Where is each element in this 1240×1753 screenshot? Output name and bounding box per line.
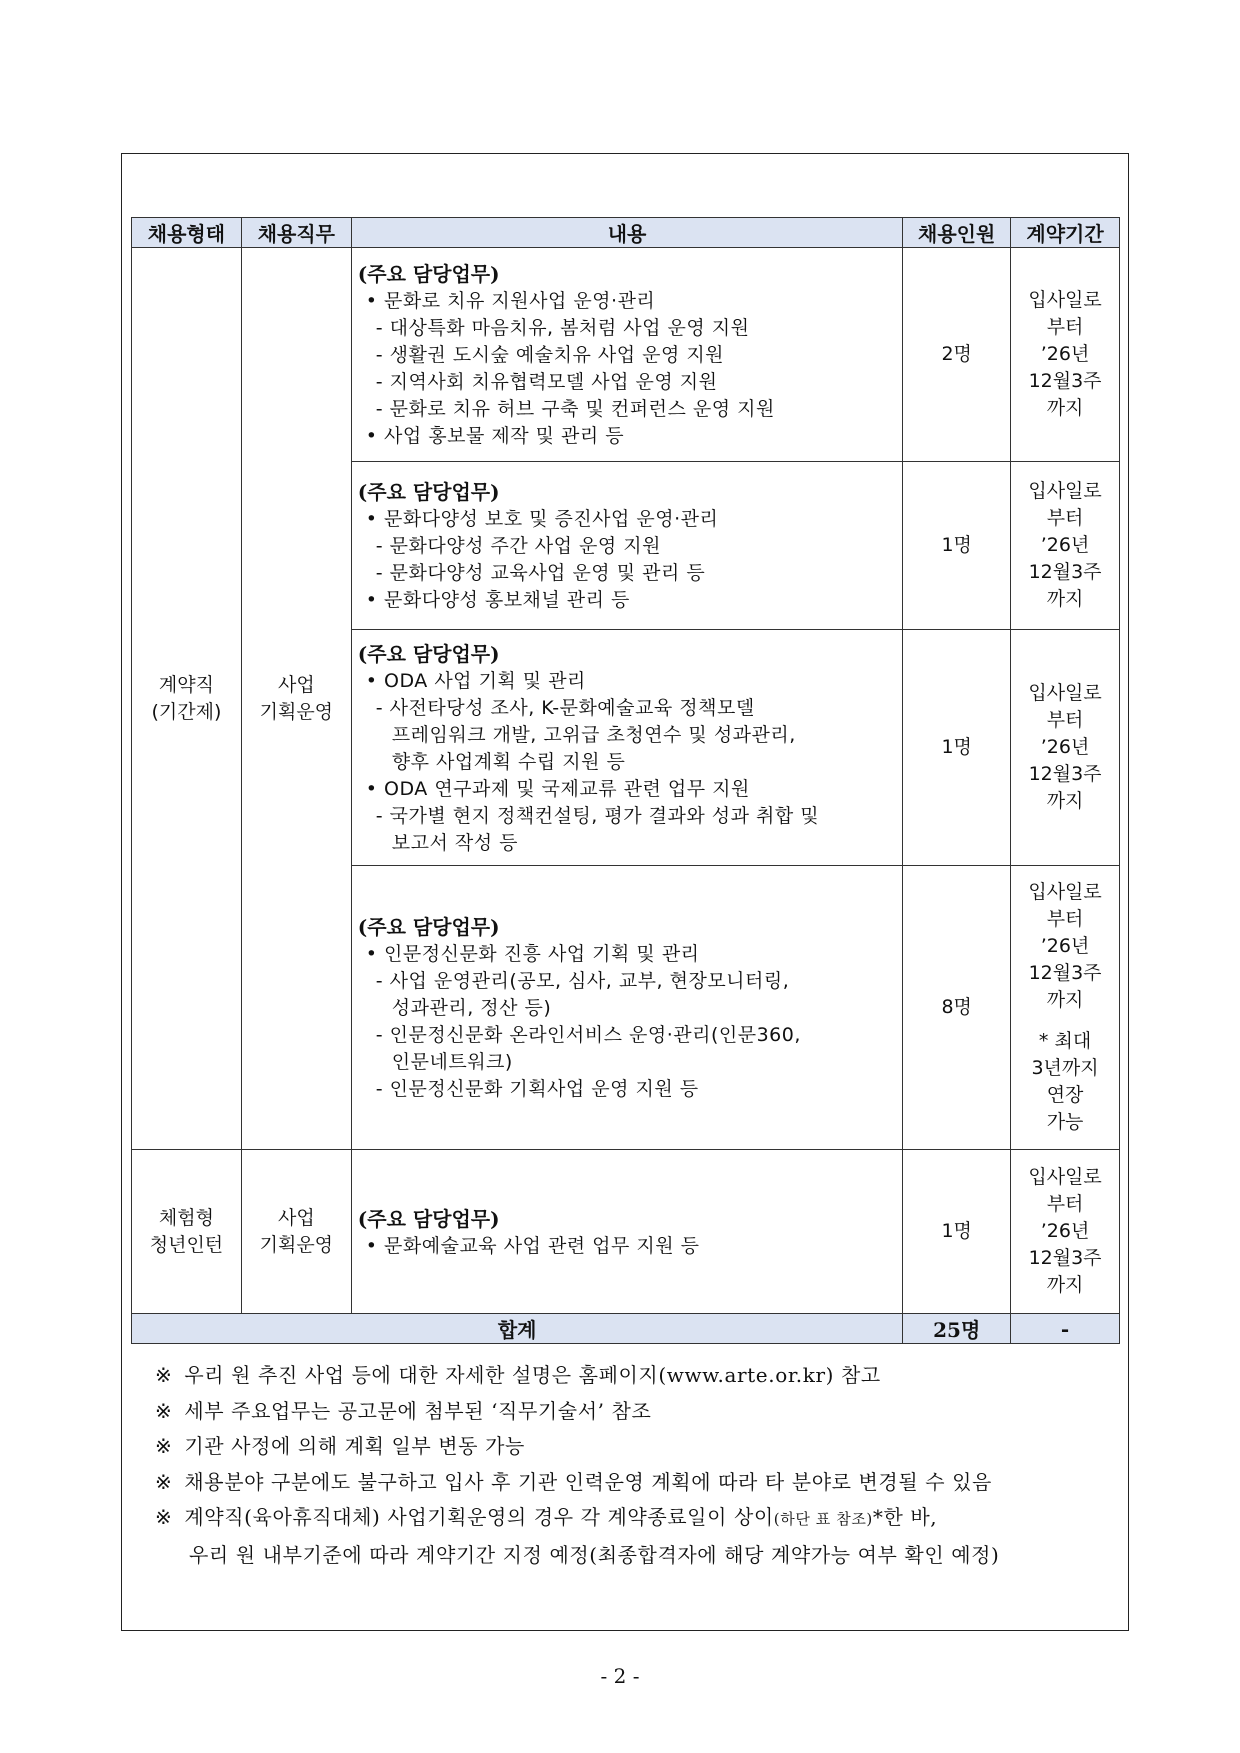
header-content: 내용 — [351, 218, 902, 248]
duty-line: • 인문정신문화 진흥 사업 기획 및 관리 — [365, 943, 700, 965]
duty-line: - 생활권 도시숲 예술치유 사업 운영 지원 — [375, 344, 725, 366]
header-period: 계약기간 — [1011, 218, 1120, 248]
note-text: *한 바, — [872, 1505, 938, 1529]
total-row — [132, 1314, 1120, 1344]
contract-period — [1011, 248, 1120, 462]
duty-line: - 대상특화 마음치유, 봄처럼 사업 운영 지원 — [375, 317, 750, 339]
duty-line: 보고서 작성 등 — [391, 831, 518, 854]
job-line: 기획운영 — [259, 1233, 334, 1256]
duty-line: 성과관리, 정산 등) — [391, 997, 552, 1019]
duty-line: - 인문정신문화 기획사업 운영 지원 등 — [375, 1078, 699, 1100]
period-line: ’26년 — [1040, 343, 1090, 365]
headcount: 1명 — [903, 630, 1011, 866]
note-item — [155, 1465, 999, 1501]
job-cell — [241, 248, 351, 1150]
period-line: 까지 — [1046, 1274, 1084, 1296]
period-line: 입사일로 — [1028, 682, 1102, 704]
duty-line: • 문화로 치유 지원사업 운영·관리 — [365, 290, 656, 312]
header-type: 채용형태 — [132, 218, 242, 248]
period-line: 12월3주 — [1028, 561, 1102, 583]
duty-line: - 문화다양성 주간 사업 운영 지원 — [375, 535, 661, 557]
duty-title: (주요 담당업무) — [357, 641, 500, 666]
period-line: 입사일로 — [1028, 881, 1102, 903]
period-line: 부터 — [1046, 1193, 1084, 1215]
period-line: 까지 — [1046, 989, 1084, 1011]
reference-mark: ※ — [155, 1363, 173, 1387]
period-line: 부터 — [1046, 709, 1084, 731]
period-line: 12월3주 — [1028, 1247, 1102, 1269]
type-line: 청년인턴 — [149, 1233, 224, 1256]
duty-line: - 문화다양성 교육사업 운영 및 관리 등 — [375, 562, 706, 584]
period-line: 입사일로 — [1028, 289, 1102, 311]
job-cell — [241, 1150, 351, 1314]
duty-title: (주요 담당업무) — [357, 915, 500, 939]
reference-mark: ※ — [155, 1469, 173, 1494]
duty-content — [351, 1150, 902, 1314]
period-line: 부터 — [1046, 316, 1084, 338]
type-line: 계약직 — [158, 673, 214, 696]
duty-line: • ODA 사업 기획 및 관리 — [365, 669, 586, 692]
period-line: ’26년 — [1040, 736, 1090, 758]
period-note-line: * 최대 — [1038, 1030, 1092, 1052]
period-line: 12월3주 — [1028, 763, 1102, 785]
header-job: 채용직무 — [241, 218, 351, 248]
total-label: 합계 — [132, 1314, 903, 1344]
note-item — [155, 1394, 999, 1430]
duty-line: - 사업 운영관리(공모, 심사, 교부, 현장모니터링, — [375, 970, 790, 992]
duty-line: • 문화다양성 보호 및 증진사업 운영·관리 — [365, 508, 719, 530]
notes-section — [155, 1358, 999, 1573]
duty-line: • 문화예술교육 사업 관련 업무 지원 등 — [365, 1234, 700, 1257]
duty-line: • ODA 연구과제 및 국제교류 관련 업무 지원 — [365, 777, 750, 800]
period-line: 까지 — [1046, 790, 1084, 812]
duty-line: - 문화로 치유 허브 구축 및 컨퍼런스 운영 지원 — [375, 398, 775, 420]
table-row — [132, 1150, 1120, 1314]
job-line: 사업 — [277, 1206, 315, 1229]
contract-period — [1011, 630, 1120, 866]
type-line: (기간제) — [151, 700, 222, 723]
duty-content — [351, 866, 902, 1150]
duty-title: (주요 담당업무) — [357, 1206, 500, 1231]
period-line: ’26년 — [1040, 534, 1090, 556]
note-item — [155, 1500, 999, 1538]
page-number: - 2 - — [600, 1664, 640, 1688]
duty-title: (주요 담당업무) — [357, 262, 500, 286]
header-count: 채용인원 — [903, 218, 1011, 248]
table-header-row — [132, 218, 1120, 248]
note-item — [155, 1429, 999, 1465]
period-line: 입사일로 — [1028, 480, 1102, 502]
type-line: 체험형 — [158, 1206, 214, 1229]
reference-mark: ※ — [155, 1434, 173, 1458]
period-line: 까지 — [1046, 588, 1084, 610]
period-line: 부터 — [1046, 507, 1084, 529]
headcount: 8명 — [903, 866, 1011, 1150]
duty-title: (주요 담당업무) — [357, 480, 500, 504]
note-text: 세부 주요업무는 공고문에 첨부된 ‘직무기술서’ 참조 — [184, 1398, 652, 1423]
note-text: 채용분야 구분에도 불구하고 입사 후 기관 인력운영 계획에 따라 타 분야로 변경될 수 있음 — [184, 1469, 992, 1494]
contract-period — [1011, 866, 1120, 1150]
headcount: 2명 — [903, 248, 1011, 462]
total-count: 25명 — [903, 1314, 1011, 1344]
note-item-continued: 우리 원 내부기준에 따라 계약기간 지정 예정(최종합격자에 해당 계약가능 여부 확인 예정) — [189, 1542, 1000, 1567]
period-note-line: 연장 — [1046, 1084, 1084, 1106]
reference-mark: ※ — [155, 1398, 173, 1423]
headcount: 1명 — [903, 462, 1011, 630]
duty-line: - 국가별 현지 정책컨설팅, 평가 결과와 성과 취합 및 — [375, 804, 820, 827]
note-text: 계약직(육아휴직대체) 사업기획운영의 경우 각 계약종료일이 상이 — [184, 1505, 774, 1529]
note-text: 기관 사정에 의해 계획 일부 변동 가능 — [184, 1434, 525, 1458]
duty-line: - 지역사회 치유협력모델 사업 운영 지원 — [375, 371, 718, 393]
duty-content — [351, 462, 902, 630]
duty-line: • 문화다양성 홍보채널 관리 등 — [365, 589, 630, 611]
duty-line: 인문네트워크) — [391, 1051, 513, 1073]
period-line: 12월3주 — [1028, 370, 1102, 392]
total-period: - — [1011, 1314, 1120, 1344]
period-note-line: 3년까지 — [1031, 1057, 1099, 1079]
contract-period — [1011, 1150, 1120, 1314]
duty-line: - 인문정신문화 온라인서비스 운영·관리(인문360, — [375, 1024, 801, 1046]
table-row — [132, 248, 1120, 462]
period-line: 부터 — [1046, 908, 1084, 930]
employment-type-cell — [132, 1150, 242, 1314]
recruitment-table — [131, 217, 1120, 1344]
reference-mark: ※ — [155, 1505, 173, 1529]
duty-line: - 사전타당성 조사, K-문화예술교육 정책모델 — [375, 696, 755, 719]
period-note-line: 가능 — [1046, 1111, 1084, 1133]
period-line: 12월3주 — [1028, 962, 1102, 984]
period-line: 입사일로 — [1028, 1166, 1102, 1188]
duty-line: 프레임워크 개발, 고위급 초청연수 및 성과관리, — [391, 723, 796, 746]
note-text: 우리 원 추진 사업 등에 대한 자세한 설명은 홈페이지(www.arte.or.kr) 참고 — [184, 1363, 881, 1387]
note-item — [155, 1358, 999, 1394]
employment-type-cell — [132, 248, 242, 1150]
job-line: 사업 — [277, 673, 315, 696]
note-small-text: (하단 표 참조) — [773, 1510, 873, 1528]
period-line: 까지 — [1046, 397, 1084, 419]
duty-line: • 사업 홍보물 제작 및 관리 등 — [365, 425, 625, 447]
period-line: ’26년 — [1040, 935, 1090, 957]
job-line: 기획운영 — [259, 700, 334, 723]
duty-content — [351, 630, 902, 866]
duty-content — [351, 248, 902, 462]
period-line: ’26년 — [1040, 1220, 1090, 1242]
headcount: 1명 — [903, 1150, 1011, 1314]
duty-line: 향후 사업계획 수립 지원 등 — [391, 750, 626, 773]
contract-period — [1011, 462, 1120, 630]
